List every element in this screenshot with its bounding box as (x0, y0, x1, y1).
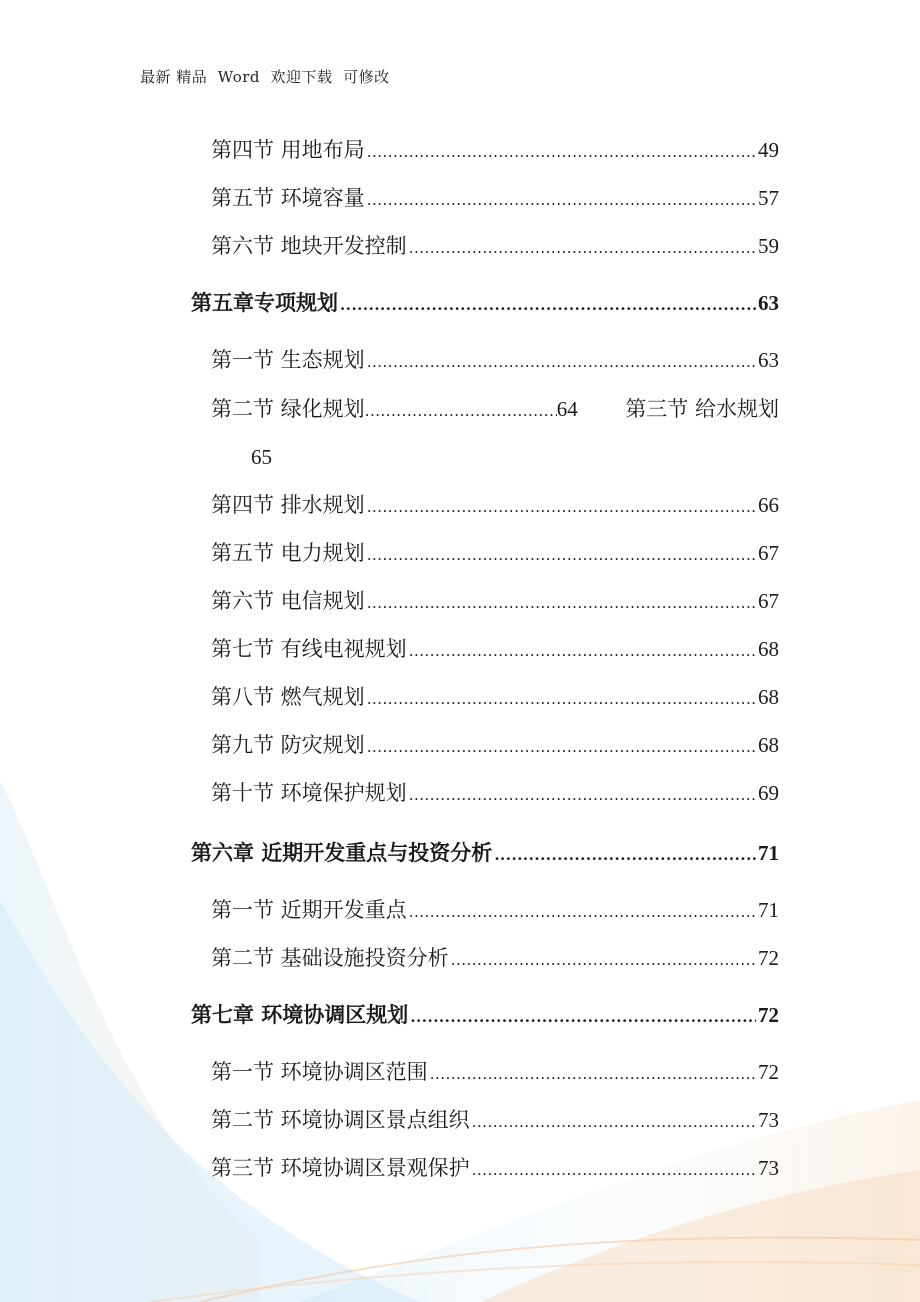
toc-leader-dots (367, 734, 756, 760)
toc-page-number: 72 (758, 1060, 779, 1084)
toc-page-number: 73 (758, 1156, 779, 1180)
toc-entry-label: 第二节 绿化规划 (211, 397, 365, 421)
toc-leader-dots (409, 782, 756, 808)
toc-page-number: 69 (758, 781, 779, 805)
toc-page-number: 68 (758, 733, 779, 757)
toc-entry-label: 第十节 环境保护规划 (211, 781, 407, 805)
toc-entry-label: 第六节 地块开发控制 (211, 234, 407, 258)
toc-section-entry[interactable] (211, 897, 779, 925)
toc-entry-label: 第四节 用地布局 (211, 138, 365, 162)
toc-leader-dots (494, 842, 756, 868)
toc-leader-dots (340, 292, 756, 318)
toc-page-number: 68 (758, 685, 779, 709)
toc-section-entry[interactable] (211, 185, 779, 213)
toc-page-number: 68 (758, 637, 779, 661)
toc-page-number: 65 (251, 445, 272, 469)
toc-leader-dots (367, 349, 756, 375)
toc-entry-label: 第六章 近期开发重点与投资分析 (191, 840, 493, 865)
toc-entry-label: 第一节 环境协调区范围 (211, 1060, 428, 1084)
toc-leader-dots (367, 187, 756, 213)
toc-section-entry[interactable] (211, 732, 779, 760)
toc-entry-label: 第八节 燃气规划 (211, 685, 365, 709)
toc-page-number: 67 (758, 541, 779, 565)
toc-leader-dots (409, 638, 756, 664)
toc-chapter-entry[interactable] (191, 1002, 779, 1030)
toc-section-entry[interactable] (211, 588, 779, 616)
toc-entry-label: 第六节 电信规划 (211, 589, 365, 613)
toc-leader-dots (367, 686, 756, 712)
toc-page-number: 71 (758, 898, 779, 922)
toc-section-entry[interactable] (211, 492, 779, 520)
toc-entry-label: 第七节 有线电视规划 (211, 637, 407, 661)
toc-page-number: 57 (758, 186, 779, 210)
toc-entry-label: 第五节 环境容量 (211, 186, 365, 210)
toc-leader-dots (409, 899, 756, 925)
toc-page-number: 73 (758, 1108, 779, 1132)
toc-entry-label: 第一节 生态规划 (211, 348, 365, 372)
toc-entry-label: 第三节 环境协调区景观保护 (211, 1156, 470, 1180)
toc-chapter-entry[interactable] (191, 840, 779, 868)
toc-section-entry[interactable] (211, 1155, 779, 1183)
toc-section-entry[interactable] (211, 233, 779, 261)
toc-entry-label: 第三节 给水规划 (625, 397, 779, 421)
toc-page-number: 72 (758, 946, 779, 970)
toc-page-number: 66 (758, 493, 779, 517)
toc-section-entry[interactable] (211, 1107, 779, 1135)
toc-section-entry[interactable] (211, 347, 779, 375)
toc-leader-dots (472, 1157, 756, 1183)
toc-leader-dots (367, 139, 756, 165)
toc-entry-label: 第二节 环境协调区景点组织 (211, 1108, 470, 1132)
toc-entry-label: 第九节 防灾规划 (211, 733, 365, 757)
toc-entry-label: 第七章 环境协调区规划 (191, 1002, 409, 1027)
toc-entry-label: 第五节 电力规划 (211, 541, 365, 565)
page-header: 最新 精品 Word 欢迎下载 可修改 (140, 68, 390, 86)
toc-section-entry[interactable] (211, 945, 779, 973)
toc-leader-dots (367, 542, 756, 568)
toc-page-number: 59 (758, 234, 779, 258)
toc-leader-dots (472, 1109, 756, 1135)
toc-page-number: 64 (556, 397, 578, 421)
toc-leader-dots (367, 494, 756, 520)
toc-merged-line (211, 396, 779, 424)
toc-section-entry[interactable] (211, 1059, 779, 1087)
toc-page-number: 71 (758, 841, 779, 865)
toc-leader-dots (367, 590, 756, 616)
toc-entry-label: 第一节 近期开发重点 (211, 898, 407, 922)
toc-page-number: 49 (758, 138, 779, 162)
toc-section-entry[interactable] (211, 540, 779, 568)
toc-page-number: 67 (758, 589, 779, 613)
toc-section-entry[interactable] (211, 137, 779, 165)
toc-leader-dots (409, 235, 756, 261)
toc-leader-dots (451, 947, 756, 973)
toc-entry-label: 第二节 基础设施投资分析 (211, 946, 449, 970)
toc-section-entry[interactable] (211, 636, 779, 664)
toc-entry-label: 第四节 排水规划 (211, 493, 365, 517)
toc-page-number: 63 (758, 291, 779, 315)
toc-section-entry[interactable] (211, 684, 779, 712)
toc-section-entry[interactable] (211, 780, 779, 808)
toc-leader-dots (410, 1004, 756, 1030)
toc-page-number: 72 (758, 1003, 779, 1027)
toc-chapter-entry[interactable] (191, 290, 779, 318)
toc-page-number: 63 (758, 348, 779, 372)
toc-leader-dots (430, 1061, 756, 1087)
toc-entry-label: 第五章专项规划 (191, 290, 338, 315)
toc-leader-dots (365, 398, 557, 424)
